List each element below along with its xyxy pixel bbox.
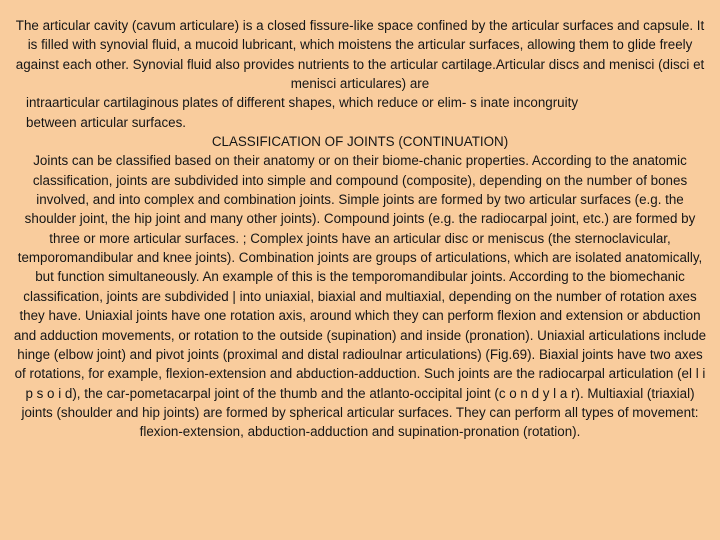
paragraph-articular-cavity: The articular cavity (cavum articulare) is a closed fissure-like space confined by the articular surfaces and capsule. It is filled with synovial fluid, a mucoid lubricant, which moistens the articular surfaces, allowing them to glide freely against each other. Synovial fluid also provides nutrients to the articular cartilage.Articular discs and menisci (disci et menisci articulares) are xyxy=(15,18,705,92)
paragraph-articular-discs-line-2: between articular surfaces. xyxy=(26,114,187,130)
paragraph-joint-classification: Joints can be classified based on their anatomy or on their biome-chanic properties. According to the anatomic classification, joints are subdivided into simple and compound (composite), depending on the number of bones involved, and into complex and combination joints. Simple joints are formed by two articular surfaces (e.g. the shoulder joint, the hip joint and many other joints). Compound joints (e.g. the radiocarpal joint, etc.) are formed by three or more articular surfaces. ; Complex joints have an articular disc or meniscus (the sternoclavicular, temporomandibular and knee joints). Combination joints are groups of articulations, which are isolated anatomically, but function simultaneously. An example of this is the temporomandibular joints. According to the biomechanic classification, joints are subdivided | into uniaxial, biaxial and multiaxial, depending on the number of rotation axes they have. Uniaxial joints have one rotation axis, around which they can perform flexion and extension or abduction and adduction movements, or rotation to the outside (supination) and inside (pronation). Uniaxial articulations include hinge (elbow joint) and pivot joints (proximal and distal radioulnar articulations) (Fig.69). Biaxial joints have two axes of rotations, for example, flexion-extension and abduction-adduction. Such joints are the radiocarpal articulation (el l i p s o i d), the car-pometacarpal joint of the thumb and the atlanto-occipital joint (c o n d y l a r). Multiaxial (triaxial) joints (shoulder and hip joints) are formed by spherical articular surfaces. They can perform all types of movement: flexion-extension, abduction-adduction and supination-pronation (rotation). xyxy=(13,153,707,440)
paragraph-articular-discs-line-1: intraarticular cartilaginous plates of different shapes, which reduce or elim- s inate incongruity xyxy=(26,95,579,111)
section-heading: CLASSIFICATION OF JOINTS (CONTINUATION) xyxy=(211,134,509,150)
